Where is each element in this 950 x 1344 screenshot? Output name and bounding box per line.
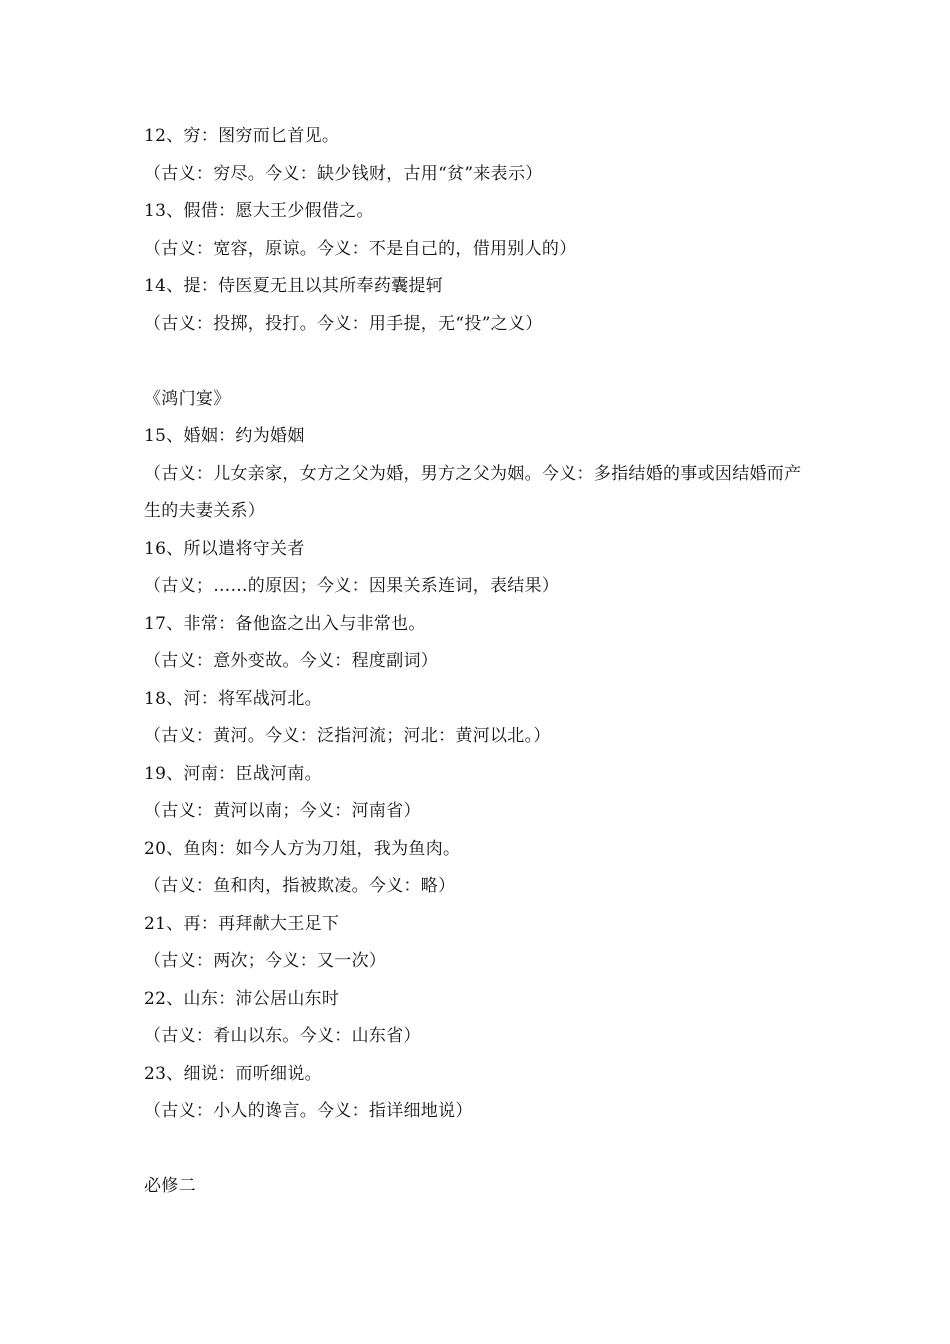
document-body	[144, 118, 814, 1206]
entry-16-title: 16、所以遣将守关者	[144, 538, 305, 559]
entry-22-title: 22、山东：沛公居山东时	[144, 988, 340, 1009]
blank-line	[144, 1131, 814, 1169]
entry-20-title: 20、鱼肉：如今人方为刀俎，我为鱼肉。	[144, 838, 461, 859]
section-title-hongmenyan: 《鸿门宴》	[144, 388, 231, 409]
entry-14-explanation: （古义：投掷，投打。今义：用手提，无“投”之义）	[144, 313, 543, 334]
entry-18-title: 18、河：将军战河北。	[144, 688, 322, 709]
entry-19-explanation: （古义：黄河以南；今义：河南省）	[144, 801, 421, 821]
blank-line	[144, 343, 814, 381]
entry-21-title: 21、再：再拜献大王足下	[144, 913, 340, 934]
entry-13-title: 13、假借：愿大王少假借之。	[144, 201, 374, 221]
entry-20-explanation: （古义：鱼和肉，指被欺凌。今义：略）	[144, 876, 456, 896]
entry-16-explanation: （古义；……的原因；今义：因果关系连词，表结果）	[144, 576, 560, 596]
section-title-bixiu2: 必修二	[144, 1176, 196, 1196]
entry-15-explanation: （古义：儿女亲家，女方之父为婚，男方之父为姻。今义：多指结婚的事或因结婚而产生的夫妻关系）	[144, 463, 802, 521]
entry-23-explanation: （古义：小人的谗言。今义：指详细地说）	[144, 1101, 473, 1121]
entry-14-title: 14、提：侍医夏无且以其所奉药囊提轲	[144, 276, 444, 296]
entry-15-title: 15、婚姻：约为婚姻	[144, 426, 305, 446]
entry-12-title: 12、穷：图穷而匕首见。	[144, 126, 340, 146]
entry-17-title: 17、非常：备他盗之出入与非常也。	[144, 613, 426, 634]
entry-22-explanation: （古义：肴山以东。今义：山东省）	[144, 1026, 421, 1046]
entry-19-title: 19、河南：臣战河南。	[144, 763, 322, 784]
entry-17-explanation: （古义：意外变故。今义：程度副词）	[144, 651, 439, 671]
entry-18-explanation: （古义：黄河。今义：泛指河流；河北：黄河以北。）	[144, 726, 551, 746]
entry-23-title: 23、细说：而听细说。	[144, 1063, 322, 1084]
entry-13-explanation: （古义：宽容，原谅。今义：不是自己的，借用别人的）	[144, 238, 577, 259]
entry-12-explanation: （古义：穷尽。今义：缺少钱财，古用“贫”来表示）	[144, 163, 543, 184]
entry-21-explanation: （古义：两次；今义：又一次）	[144, 951, 387, 971]
